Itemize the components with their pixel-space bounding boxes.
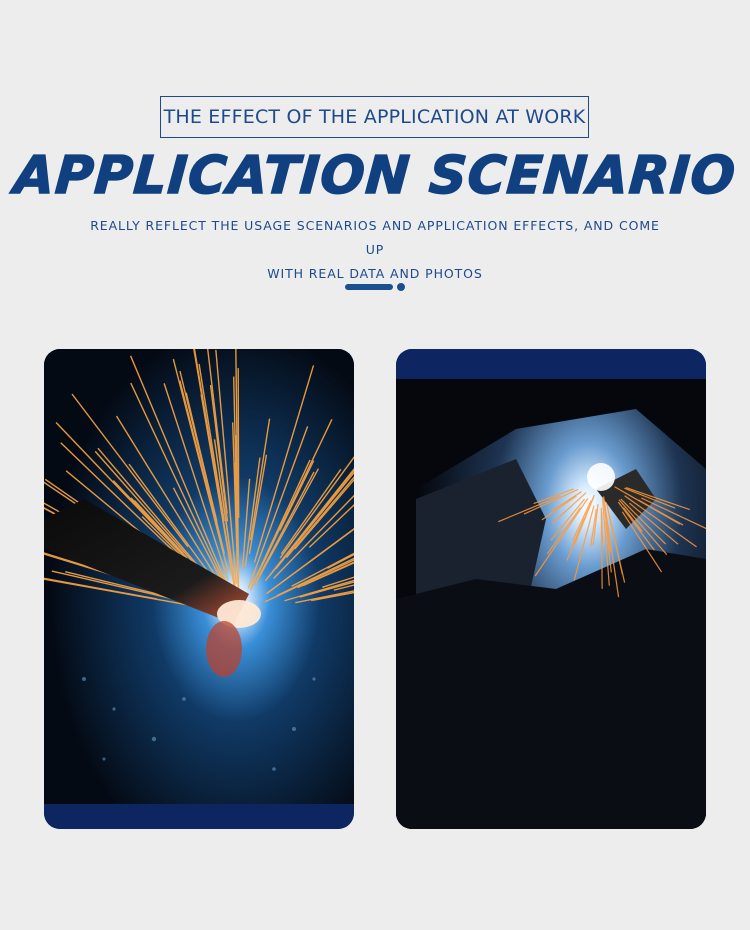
- tagline-box: [160, 96, 589, 138]
- subtitle-line-2: WITH REAL DATA AND PHOTOS: [267, 266, 483, 281]
- subtitle-line-1: REALLY REFLECT THE USAGE SCENARIOS AND APPLICATION EFFECTS, AND COME UP: [90, 218, 660, 257]
- section-divider: [345, 283, 407, 291]
- tagline-text: THE EFFECT OF THE APPLICATION AT WORK: [163, 106, 586, 128]
- photo-welder-at-work: [396, 349, 706, 829]
- page-title: APPLICATION SCENARIO: [12, 146, 738, 206]
- welder-image: [396, 349, 706, 829]
- divider-dot: [397, 283, 405, 291]
- photo-welding-sparks: [44, 349, 354, 829]
- subtitle: [80, 214, 670, 286]
- welding-sparks-image: [44, 349, 354, 829]
- divider-bar: [345, 284, 393, 290]
